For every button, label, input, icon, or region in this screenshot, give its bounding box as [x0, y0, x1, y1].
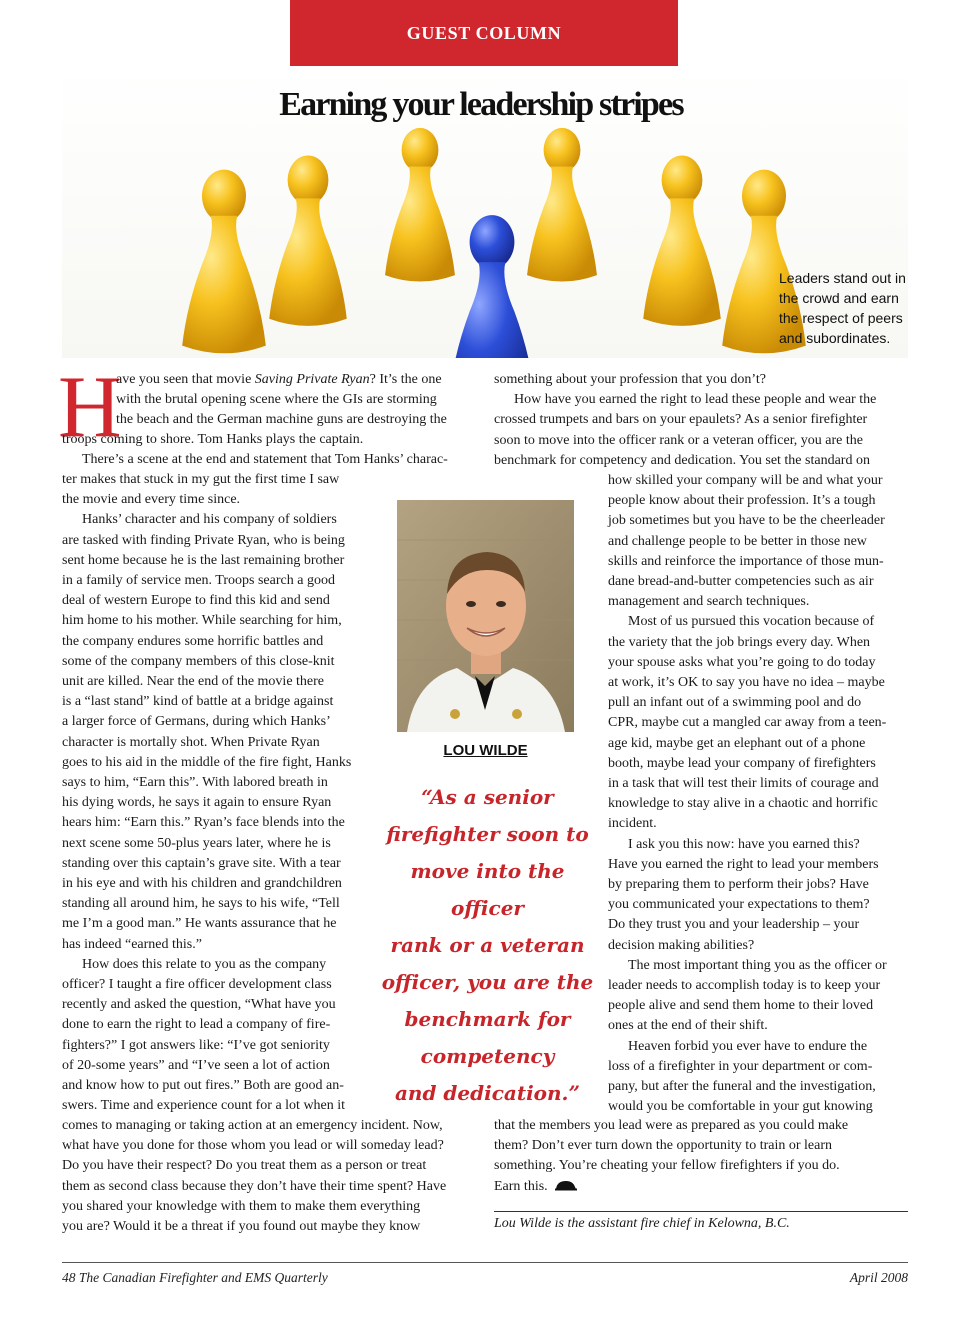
article-line: the movie and every time since.	[62, 492, 241, 508]
article-line: done to earn the right to lead a company of fire-	[62, 1017, 331, 1033]
hero-caption-line: the respect of peers	[779, 310, 903, 326]
article-line: character is mortally shot. When Private Ryan	[62, 734, 320, 750]
article-line: ave you seen that movie Saving Private Ryan? It’s the one	[116, 372, 442, 387]
article-line: standing over this captain’s grave site. With a tear	[62, 855, 341, 871]
article-line: officer? I taught a fire officer development class	[62, 977, 332, 993]
article-line: something about your profession that you don’t?	[494, 372, 766, 387]
footer-divider	[62, 1262, 908, 1263]
article-line: leader needs to accomplish today is to keep your	[608, 978, 881, 994]
article-line: how skilled your company will be and what your	[608, 473, 883, 488]
yellow-pawn	[182, 170, 266, 354]
article-line: is a “last stand” kind of battle at a bridge against	[62, 694, 334, 710]
article-line: that the members you lead were as prepared as you could make	[494, 1118, 849, 1133]
author-bio: Lou Wilde is the assistant fire chief in Kelowna, B.C.	[494, 1216, 790, 1231]
article-line: something. You’re cheating your fellow firefighters if you do.	[494, 1158, 840, 1174]
article-line: some of the company members of this close-knit	[62, 653, 335, 669]
article-line: How does this relate to you as the company	[82, 956, 327, 972]
article-line: CPR, maybe cut a mangled car away from a teen-	[608, 715, 887, 731]
article-line: crossed trumpets and bars on your epaulets? As a senior firefighter	[494, 412, 868, 428]
article-line: ter makes that stuck in my gut the first time I saw	[62, 472, 340, 487]
pull-quote-line: benchmark for	[404, 1007, 571, 1031]
article-end-line	[494, 1177, 908, 1197]
article-line: The most important thing you as the officer or	[628, 957, 887, 973]
article-line: of 20-some years” and “I’ve seen a lot of action	[62, 1057, 330, 1073]
article-line: with the brutal opening scene where the GIs are storming	[116, 392, 437, 408]
article-right-col-a	[494, 370, 908, 471]
article-right-col-c	[494, 1116, 908, 1197]
article-line: Most of us pursued this vocation because of	[628, 614, 875, 630]
article-line: goes to his aid in the middle of the fire fight, Hanks	[62, 754, 352, 770]
article-line: you shared your knowledge with them to make them everything	[62, 1198, 421, 1214]
article-right-col-b	[608, 471, 908, 1118]
article-line: sent home because he is the last remaining brother	[62, 552, 345, 568]
article-line: loss of a firefighter in your department or com-	[608, 1058, 873, 1074]
article-line: and know how to put out fires.” Both are good an-	[62, 1078, 344, 1094]
article-line: the variety that the job brings every day. When	[608, 634, 871, 650]
footer-issue-date: April 2008	[849, 1270, 908, 1285]
article-line: incident.	[608, 816, 657, 832]
section-label: GUEST COLUMN	[406, 22, 562, 43]
hero-caption-line: and subordinates.	[779, 330, 891, 346]
article-line: and challenge people to be better in those new	[608, 533, 867, 549]
pull-quote-line: and dedication.”	[394, 1081, 581, 1105]
article-line: them as second class because they don’t have their time spent? Have	[62, 1178, 447, 1194]
article-line: Earn this.	[494, 1178, 548, 1194]
article-line: pany, but after the funeral and the investigation,	[608, 1079, 876, 1095]
pull-quote-line: firefighter soon to	[386, 822, 589, 846]
article-line: you are? Would it be a threat if you found out maybe they know	[62, 1219, 421, 1235]
article-line: There’s a scene at the end and statement that Tom Hanks’ charac-	[82, 452, 448, 468]
headline: Earning your leadership stripes	[279, 86, 683, 123]
pull-quote-line: officer, you are the	[381, 970, 594, 994]
article-line: you communicated your expectations to them?	[608, 897, 870, 913]
pull-quote	[380, 779, 595, 1112]
article-line: troops coming to shore. Tom Hanks plays the captain.	[62, 432, 364, 447]
article-line: management and search techniques.	[608, 594, 810, 610]
article-line: them? Don’t ever turn down the opportunity to train or learn	[494, 1138, 832, 1154]
article-line: Do you have their respect? Do you treat them as a person or treat	[62, 1158, 427, 1174]
article-line: me I’m a good man.” He wants assurance that he	[62, 916, 337, 932]
article-line: hears him: “Earn this.” Ryan’s face blends into the	[62, 815, 345, 831]
movie-title: Saving Private Ryan	[254, 372, 370, 387]
pull-quote-line: “As a senior	[421, 785, 554, 809]
article-line: in a task that will test their limits of courage and	[608, 776, 879, 792]
hero-caption	[779, 268, 909, 348]
blue-pawn	[449, 215, 534, 358]
article-line: booth, maybe lead your company of firefighters	[608, 755, 876, 771]
article-line: deal of western Europe to find this kid and send	[62, 593, 330, 609]
article-line: pull an infant out of a swimming pool and do	[608, 695, 862, 711]
footer-page-info: 48 The Canadian Firefighter and EMS Quarterly	[62, 1270, 328, 1285]
article-line: are tasked with finding Private Ryan, who is being	[62, 532, 345, 548]
author-portrait	[397, 500, 574, 732]
article-line: recently and asked the question, “What have you	[62, 997, 336, 1013]
section-banner	[290, 0, 678, 66]
article-line: next scene some 50-plus years later, where he is	[62, 835, 331, 851]
article-line: decision making abilities?	[608, 937, 755, 953]
pull-quote-line: move into the officer	[410, 859, 565, 920]
article-line: skills and reinforce the importance of those mun-	[608, 553, 884, 569]
article-line: swers. Time and experience count for a lot when it	[62, 1098, 346, 1114]
article-left-col-b	[62, 430, 474, 470]
article-line: soon to move into the officer rank or a veteran officer, you are the	[494, 432, 864, 448]
yellow-pawn	[643, 156, 721, 326]
article-line: his dying words, he says it again to ensure Ryan	[62, 795, 332, 811]
article-left-col-a	[116, 370, 474, 431]
article-line: comes to managing or taking action at an emergency incident. Now,	[62, 1118, 443, 1133]
yellow-pawn	[385, 128, 455, 282]
article-line: ones at the end of their shift.	[608, 1018, 768, 1034]
pull-quote-line: rank or a veteran	[390, 933, 585, 957]
article-left-col-c	[62, 470, 361, 1117]
article-line: Do they trust you and your leadership – your	[608, 917, 860, 933]
article-line: How have you earned the right to lead these people and wear the	[514, 392, 877, 408]
portrait-image	[397, 500, 574, 732]
article-line: Hanks’ character and his company of soldiers	[82, 512, 337, 528]
yellow-pawn	[527, 128, 597, 282]
article-line: benchmark for competency and dedication. You set the standard on	[494, 452, 870, 468]
article-line: fighters?” I got answers like: “I’ve got seniority	[62, 1037, 330, 1053]
helmet-end-icon	[555, 1179, 577, 1191]
article-line: him home to his mother. While searching for him,	[62, 613, 342, 629]
article-line: unit are killed. Near the end of the movie there	[62, 674, 325, 690]
article-line: would you be comfortable in your gut knowing	[608, 1099, 873, 1115]
article-line: Heaven forbid you ever have to endure the	[628, 1038, 868, 1054]
article-line: a larger force of Germans, during which Hanks’	[62, 714, 331, 730]
article-line: age kid, maybe get an elephant out of a phone	[608, 735, 866, 751]
pull-quote-line: competency	[420, 1044, 555, 1068]
bio-divider	[494, 1211, 908, 1212]
hero-caption-line: Leaders stand out in	[779, 270, 906, 286]
article-line: by preparing them to perform their jobs? Have	[608, 877, 869, 893]
article-line: at work, it’s OK to say you have no idea – maybe	[608, 675, 885, 691]
article-line: says to him, “Earn this”. With labored breath in	[62, 775, 328, 791]
article-line: Have you earned the right to lead your members	[608, 856, 879, 872]
photo-caption: LOU WILDE	[443, 742, 528, 759]
article-line: the company endures some horrific battles and	[62, 633, 324, 649]
article-line: dane bread-and-butter competencies such as air	[608, 574, 874, 590]
article-line: people know about their profession. It’s a tough	[608, 493, 876, 509]
yellow-pawn	[269, 156, 347, 326]
article-line: in his eye and with his children and grandchildren	[62, 876, 342, 892]
article-line: in a family of service men. Troops search a good	[62, 573, 335, 589]
article-line: standing all around him, he says to his wife, “Tell	[62, 896, 340, 912]
article-line: knowledge to stay alive in a chaotic and horrific	[608, 796, 878, 812]
article-line: your spouse asks what you’re going to do today	[608, 654, 876, 670]
article-line: I ask you this now: have you earned this?	[628, 836, 860, 852]
drop-cap: H	[58, 359, 122, 456]
article-line: the beach and the German machine guns are destroying the	[116, 412, 447, 428]
hero-caption-line: the crowd and earn	[779, 290, 899, 306]
article-line: what have you done for those whom you lead or will someday lead?	[62, 1138, 444, 1154]
article-line: job sometimes but you have to be the cheerleader	[608, 513, 885, 529]
article-line: people alive and send them home to their loved	[608, 998, 874, 1014]
article-left-col-d	[62, 1116, 474, 1237]
article-line: has indeed “earned this.”	[62, 936, 202, 952]
